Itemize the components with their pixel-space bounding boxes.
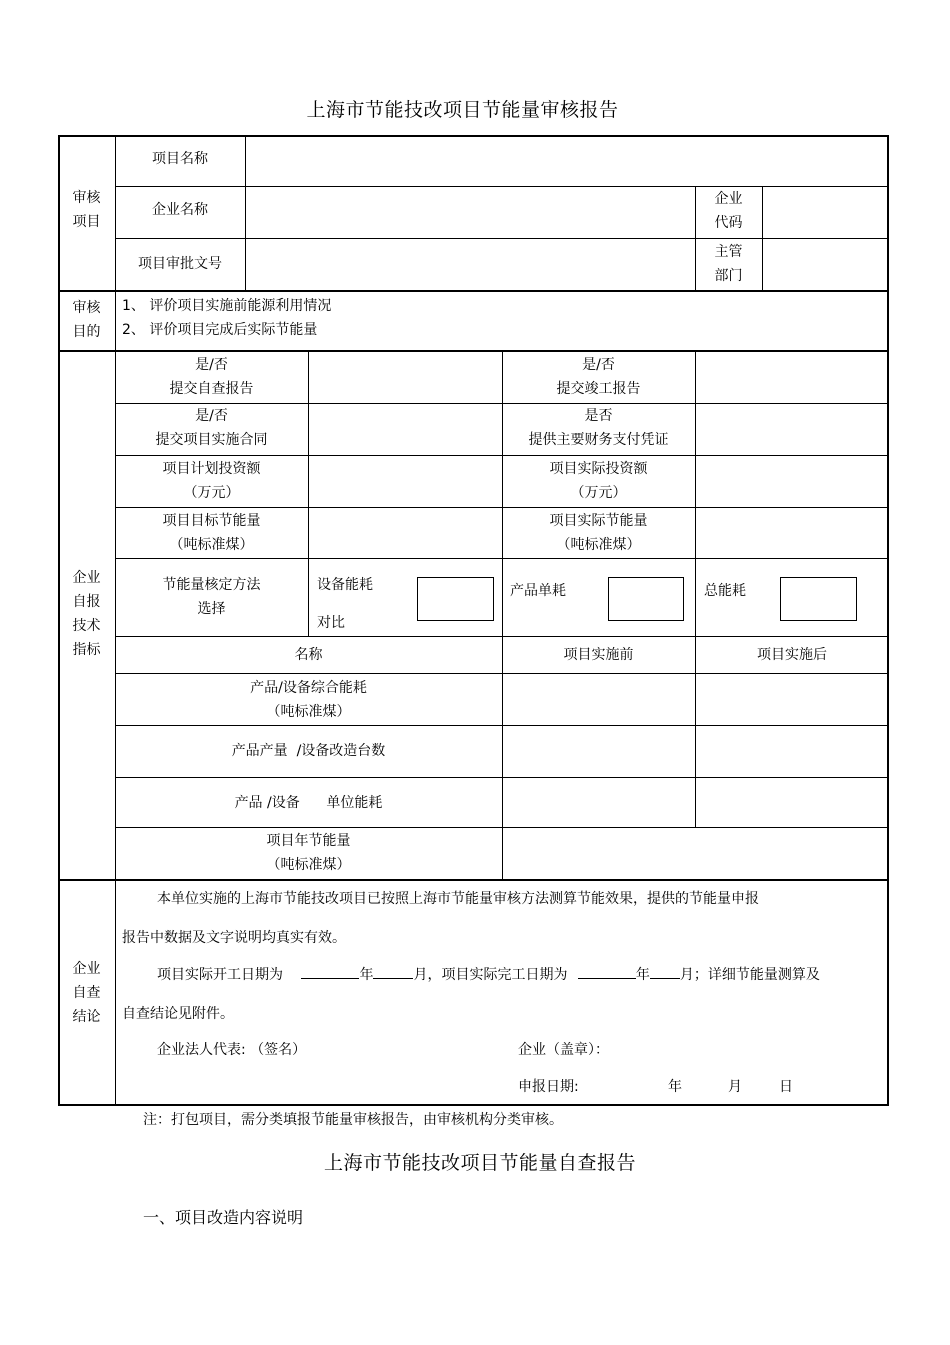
page-title: 上海市节能技改项目节能量审核报告 <box>306 99 619 121</box>
report-date-label: 申报日期: <box>518 1079 579 1095</box>
actual-investment-label: 项目实际投资额 （万元） <box>549 461 648 501</box>
section-label-conclusion: 企业 自查 结论 <box>72 961 101 1025</box>
self-check-report-title: 上海市节能技改项目节能量自查报告 <box>323 1152 636 1174</box>
method-equipment-label: 设备能耗 <box>317 577 373 593</box>
divider-line <box>245 135 246 291</box>
payment-proof-label: 是否 提供主要财务支付凭证 <box>528 408 669 448</box>
end-month-field[interactable] <box>650 962 680 979</box>
row-comprehensive-label: 产品/设备综合能耗 （吨标准煤） <box>250 680 367 720</box>
authority-label: 主管 部门 <box>714 244 743 284</box>
divider-line <box>308 351 309 636</box>
planned-investment-label: 项目计划投资额 （万元） <box>162 461 261 501</box>
start-month-field[interactable] <box>373 962 413 979</box>
enterprise-name-label: 企业名称 <box>152 202 208 218</box>
method-equipment-checkbox[interactable] <box>417 577 494 621</box>
col-before-header: 项目实施前 <box>563 647 634 663</box>
self-check-label: 是/否 提交自查报告 <box>169 357 254 397</box>
section-heading: 一、项目改造内容说明 <box>143 1208 304 1227</box>
divider-line <box>58 879 889 881</box>
col-after-header: 项目实施后 <box>757 647 827 663</box>
footnote: 注：打包项目，需分类填报节能量审核报告，由审核机构分类审核。 <box>143 1112 563 1128</box>
enterprise-code-label: 企业 代码 <box>714 191 743 231</box>
row-output-label: 产品产量 /设备改造台数 <box>231 743 386 759</box>
end-year-field[interactable] <box>578 962 636 979</box>
report-date-day: 日 <box>779 1079 793 1095</box>
divider-line <box>58 350 889 352</box>
method-total-checkbox[interactable] <box>780 577 857 621</box>
conclusion-text: 自查结论见附件。 <box>122 1006 234 1022</box>
divider-line <box>58 290 889 292</box>
purpose-item: 1、 评价项目实施前能源利用情况 <box>122 298 332 314</box>
conclusion-text: 本单位实施的上海市节能技改项目已按照上海市节能量审核方法测算节能效果，提供的节能量申报 <box>157 891 759 907</box>
method-selection-label: 节能量核定方法 选择 <box>162 577 261 617</box>
divider-line <box>762 186 763 291</box>
divider-line <box>115 186 889 187</box>
report-date-month: 月 <box>728 1079 742 1095</box>
actual-saving-label: 项目实际节能量 （吨标准煤） <box>549 513 648 553</box>
section-label-audit-items: 审核 项目 <box>72 190 101 230</box>
divider-line <box>115 238 889 239</box>
target-saving-label: 项目目标节能量 （吨标准煤） <box>162 513 261 553</box>
completion-report-label: 是/否 提交竣工报告 <box>556 357 641 397</box>
col-name-header: 名称 <box>294 647 323 663</box>
section-label-self-report: 企业 自报 技术 指标 <box>72 570 101 658</box>
method-unit-checkbox[interactable] <box>608 577 684 621</box>
method-total-label: 总能耗 <box>704 583 746 599</box>
section-label-audit-purpose: 审核 目的 <box>72 300 101 340</box>
project-name-label: 项目名称 <box>152 151 208 167</box>
report-date-year: 年 <box>668 1079 682 1095</box>
purpose-item: 2、 评价项目完成后实际节能量 <box>122 322 318 338</box>
conclusion-dates-line: 项目实际开工日期为 年 月，项目实际完工日期为 年 月；详细节能量测算及 <box>157 962 820 987</box>
approval-doc-label: 项目审批文号 <box>138 256 222 272</box>
row-annual-saving-label: 项目年节能量 （吨标准煤） <box>266 833 351 873</box>
divider-line <box>695 351 696 827</box>
enterprise-seal-label: 企业（盖章）： <box>518 1042 609 1058</box>
method-unit-label: 产品单耗 <box>510 583 566 599</box>
conclusion-text: 报告中数据及文字说明均真实有效。 <box>122 930 346 946</box>
legal-rep-signature-label: 企业法人代表: （签名） <box>157 1042 307 1058</box>
start-year-field[interactable] <box>301 962 359 979</box>
method-equipment-label-2: 对比 <box>317 615 345 631</box>
contract-label: 是/否 提交项目实施合同 <box>155 408 268 448</box>
row-unit-consumption-label: 产品 /设备 单位能耗 <box>234 795 383 811</box>
